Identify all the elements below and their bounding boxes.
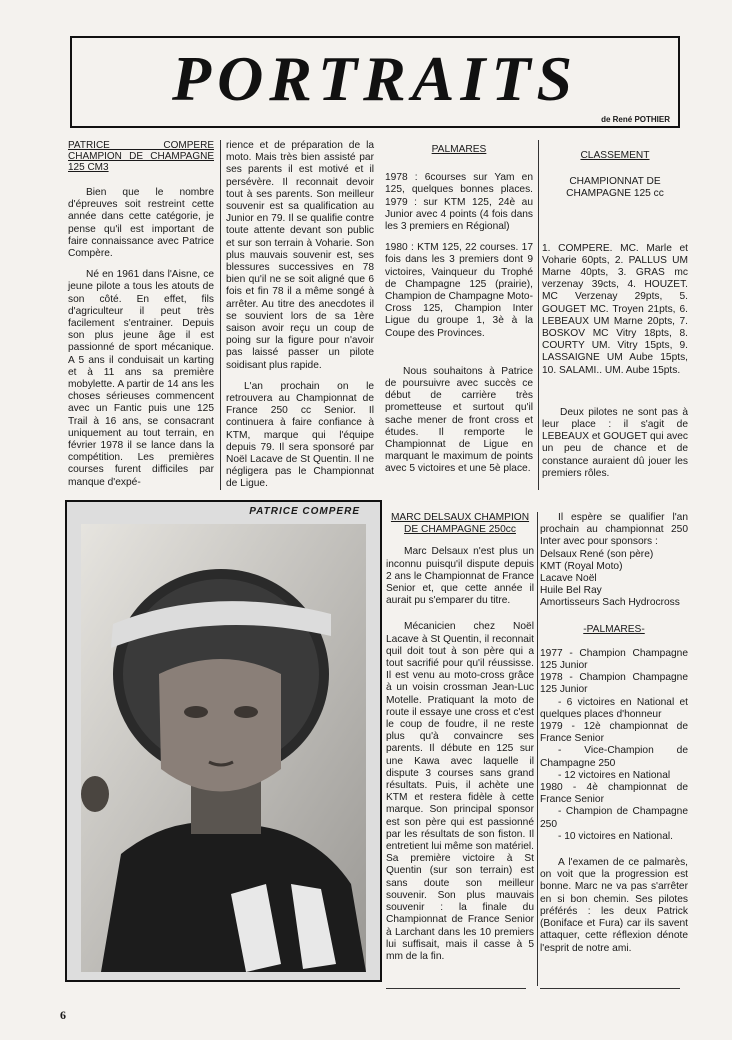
column-divider [220,140,221,490]
photo-caption: PATRICE COMPERE [249,506,360,517]
ranking-list: 1. COMPERE. MC. Marle et Voharie 60pts, 2. PALLUS UM Marne 40pts, 3. GRAS mc verzenay 39cts, 4. HOUZET. MC Verzenay 29pts, 5. GOUGET MC. Troyen 21pts, 6. LEBEAUX UM Marne 20pts, 7. BOSKOV MC Vitry 18pts, 8. COURTY UM. Vitry 15pts, 9. LASSAIGNE UM Aube 15pts, 10. SALAMI.. UM. Aube 15pts. [542,242,688,376]
paragraph: A l'examen de ce palmarès, on voit que la progression est bonne. Marc ne va pas s'arrêter en si bon chemin. Ses pilotes préférés : les deux Patrick (Boniface et Fura) car ils savent attaquer, cette réflexion dénote l'esprit de notre ami. [540,857,688,954]
byline: de René POTHIER [601,115,670,124]
column-6 [540,512,688,964]
sponsor-item: KMT (Royal Moto) [540,560,623,572]
sponsor-list [540,549,688,610]
classement-heading: CLASSEMENT [580,150,650,161]
column-divider [538,140,539,490]
rider-photo [81,524,366,972]
paragraph: Il espère se qualifier l'an prochain au championnat 250 Inter avec pour sponsors : [540,512,688,548]
article-headline-delsaux: MARC DELSAUX CHAMPION DE CHAMPAGNE 250cc [390,512,530,536]
paragraph: L'an prochain on le retrouvera au Championnat de France 250 cc Senior. Il continuera à faire confiance à KTM, marque qui l'équipe depuis 79. Il sera sponsoré par Noël Lacave de St Quentin. Il ne négligera pas le Championnat de Ligue. [226,380,374,490]
column-5 [386,512,534,972]
sponsor-item: Lacave Noël [540,573,597,585]
column-1 [68,140,214,498]
column-2 [226,140,374,500]
column-divider [537,512,538,986]
page-title: PORTRAITS [171,43,579,114]
paragraph: Bien que le nombre d'épreuves soit restreint cette année dans cette catégorie, je pense qu'il est important de faire connaissance avec Patrice Compère. [68,187,214,260]
paragraph: 1978 : 6courses sur Yam en 125, quelques bonnes places. 1979 : sur KTM 125, 24è au Junior avec 4 points (4 fois dans les 3 premiers en Régional) [385,172,533,233]
palmares-item: 1980 - 4è championnat de France Senior [540,782,688,806]
article-headline-compere: PATRICE COMPERE CHAMPION DE CHAMPAGNE 125 CM3 [68,140,214,173]
paragraph: Né en 1961 dans l'Aisne, ce jeune pilote a tous les atouts de son côté. En effet, fils d'agriculteur il peut très facilement s'entrainer. Depuis son plus jeune âge il est passionné de sport mécanique. A 5 ans il conduisait un karting et à 11 ans sa première mobylette. A partir de 14 ans les choses sérieuses commencent avec un Fantic puis une 125 Trail à 16 ans, se consacrant uniquement au tout terrain, en février 1978 il se lance dans la compétition. Les premières courses furent difficiles par manque d'expé- [68,269,214,488]
column-3 [385,144,533,485]
sponsor-item: Delsaux René (son père) [540,548,654,560]
classement-subheading: CHAMPIONNAT DE CHAMPAGNE 125 cc [566,176,664,200]
palmares-item: - 12 victoires en National [558,769,671,781]
palmares-item: 1978 - Champion Champagne 125 Junior [540,672,688,696]
sponsor-item: Huile Bel Ray [540,585,602,597]
paragraph: Nous souhaitons à Patrice de poursuivre avec succès ce début de carrière très prometteuse et surtout qu'il sache mener de front cross et études. Il remporte le Championnat de Ligue en marquant le maximum de points avec 5 victoires et une 5è place. [385,365,533,475]
photo-frame [65,500,382,982]
page-number: 6 [60,1008,66,1022]
palmares-heading: -PALMARES- [583,623,645,635]
palmares-item: 1979 - 12è championnat de France Senior [540,721,688,745]
palmares-item: - Champion de Champagne 250 [540,806,688,830]
column-end-rule [386,988,526,989]
paragraph: Mécanicien chez Noël Lacave à St Quentin, il reconnait quil doit tout à son père qui a tout sacrifié pour qu'il réussisse. Il est venu au moto-cross grâce à un voisin crossman Jean-Luc Motelle. Pratiquant la moto de route il essaye une cross et c'est le coup de foudre, il ne reste plus qu'à convaincre ses parents. Il débute en 125 sur une Kawa avec laquelle il dispute 3 courses sans grand résultats. Puis, il achète une KTM et restera fidèle à cette marque. Son principal sponsor est son père qui est passionné par les résultats de son fiston. Il entretient lui même son matériel. Sa première victoire à St Quentin (sur son terrain) est sans doute son meilleur souvenir. Son plus mauvais souvenir : la finale du Championnat de France Senior à Larchant dans les 10 premiers lui suffisait, mais il casse à 5 mm de la fin. [386,621,534,962]
paragraph: Marc Delsaux n'est plus un inconnu puisqu'il dispute depuis 2 ans le Championnat de France Senior et, que cette année il aurait pu s'emparer du titre. [386,546,534,607]
paragraph: Deux pilotes ne sont pas à leur place : il s'agit de LEBEAUX et GOUGET qui avec un peu de chance et de constance auraient dû jouer les premiers rôles. [542,406,688,479]
palmares-item: - 10 victoires en National. [558,830,673,842]
header-box [70,36,680,128]
sponsor-item: Amortisseurs Sach Hydrocross [540,597,680,609]
palmares-heading: PALMARES [431,144,487,155]
palmares-list [540,648,688,843]
paragraph: rience et de préparation de la moto. Mais très bien assisté par ses parents il est motivé et il persévère. Il reconnait devoir tout à ses parents. Son meilleur souvenir est sa qualification au Junior en 79. Il se qualifie contre toute attente devant son public et sur son terrain à Voharie. Son plus mauvais souvenir est, ses blessures successives en 78 bien qu'il ne se soit aligné que 6 fois et fin 78 il a même songé à arrêter. Au titre des anecdotes il se souvient lors de sa 1ère saison avoir reçu un coup de poing sur la figure pour n'avoir pas laissé passer un pilote soidisant plus rapide. [226,140,374,371]
column-4 [542,150,688,489]
column-end-rule [540,988,680,989]
palmares-item: 1977 - Champion Champagne 125 Junior [540,647,688,672]
palmares-item: - 6 victoires en National et quelques places d'honneur [540,696,688,720]
palmares-item: - Vice-Champion de Champagne 250 [540,745,688,769]
paragraph: 1980 : KTM 125, 22 courses. 17 fois dans les 3 premiers dont 9 victoires, Vainqueur du Trophé de Champagne 125 (prairie), Champion de Champagne Moto-Cross 125, Champion Inter Ligue du groupe 1, 3è à la Coupe des Provinces. [385,242,533,339]
